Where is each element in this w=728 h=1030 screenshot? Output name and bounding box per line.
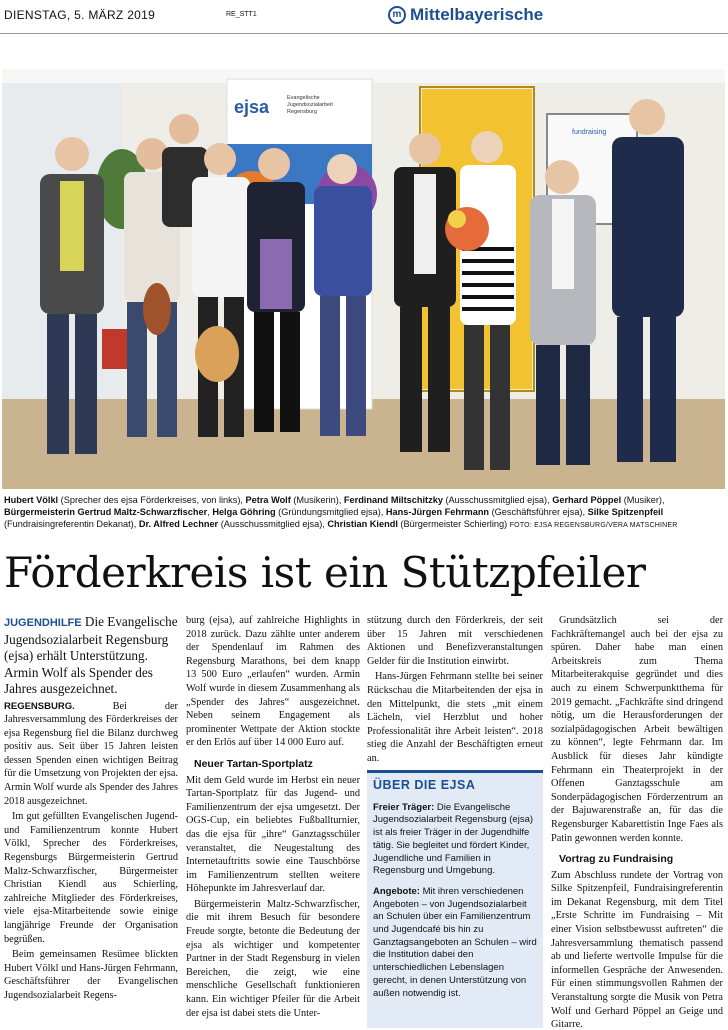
group-photo (2, 69, 725, 489)
article-column-3 (367, 614, 543, 768)
article-column-2 (186, 614, 360, 1022)
paragraph: Hans-Jürgen Fehrmann stellte bei seiner Rückschau die Mitarbeitenden der ejsa in den Mittelpunkt, die stets „mit einem Lächeln, viel Herzblut und hoher Professionalität ihre Arbeit leisten“. 2018 stieg die Anzahl der Beschäftigten erneut an. (367, 671, 543, 764)
caption-name: Hans-Jürgen Fehrmann (385, 507, 490, 517)
caption-name: Ferdinand Miltschitzky (343, 495, 443, 505)
info-box-paragraph (373, 886, 537, 1000)
banner-line3: Regensburg (287, 109, 317, 115)
dateline: REGENSBURG. (4, 700, 75, 712)
caption-name: Bürgermeisterin Gertrud Maltz-Schwarzfischer (4, 507, 208, 517)
caption-role: , (207, 507, 213, 517)
paragraph-text: Bei der Jahresversammlung des Förderkreises der ejsa Regensburg fiel die Bilanz durchweg positiv aus. Seit über 15 Jahren leisten dessen Spenden einen wichtigen Beitrag für die Umsetzung von Projekten der ejsa. Armin Wolf wurde als Spender des Jahres 2018 ausgezeichnet. (4, 700, 178, 807)
paragraph: Grundsätzlich sei der Fachkräftemangel auch bei der ejsa zu spüren. Daher habe man einen Arbeitskreis zum Thema Mitarbeiterakquise gegründet und dies auch zu einem Schwerpunktthema für 2019 gemacht. „Fachkräfte sind dringend nötig, um die Herausforderungen der sozialpädagogischen Arbeit bewältigen zu können“, legte Fehrmann dar. Im Ausblick für dieses Jahr kündigte Fehrmann ein Theaterprojekt in der Offenen Ganztagsschule am Sonderpädagogischen Förderzentrum an der Bajuwarenstraße an, für das die Regensburger Kabarettistin Inge Faes als Patin gewonnen werden konnte. (551, 615, 723, 844)
article-column-4 (551, 614, 723, 1030)
caption-role: (Fundraisingreferentin Dekanat), (4, 519, 139, 529)
info-box-title: ÜBER DIE EJSA (373, 778, 476, 792)
info-box (367, 770, 543, 1028)
info-box-label: Freier Träger: (373, 801, 435, 813)
paragraph (4, 700, 178, 809)
caption-role: (Geschäftsführer ejsa), (489, 507, 588, 517)
paragraph: Mit dem Geld wurde im Herbst ein neuer Tartan-Sportplatz für das Jugend- und Familienzentrum der ejsa umgesetzt. Der OGS-Cup, ein beliebtes Fußballturnier, das die ejsa für „ihre“ Ganztagsschüler veranstaltet, die Neugestaltung des Internetauftritts sowie eine Tauschbörse im Familienzentrum stellten weitere Höhepunkte im Jahresverlauf dar. (186, 774, 360, 895)
photo-credit: FOTO: EJSA REGENSBURG/VERA MATSCHINER (509, 522, 678, 529)
logo-wordmark: Mittelbayerische (410, 5, 544, 24)
caption-name: Dr. Alfred Lechner (138, 519, 219, 529)
caption-role: (Gründungsmitglied ejsa), (275, 507, 386, 517)
paragraph: Zum Abschluss rundete der Vortrag von Silke Spitzenpfeil, Fundraisingreferentin im Dekanat Regensburg, mit dem Titel „Erste Schritte im Fundraising – Mit einer Vision selbstbewusst auftreten“ die Jahresversammlung thematisch passend ab und lieferte wertvolle Impulse für die informellen Gespräche der Anwesenden. Für einen stimmungsvollen Rahmen der Veranstaltung sorgte die Musik von Petra Wolf und Gerhard Pöppel an Geige und Gitarre. (551, 869, 723, 1030)
caption-name: Silke Spitzenpfeil (587, 507, 664, 517)
article-column-1 (4, 614, 178, 1005)
caption-name: Christian Kiendl (327, 519, 398, 529)
paragraph: Beim gemeinsamen Resümee blickten Hubert Völkl und Hans-Jürgen Fehrmann, Geschäftsführer der Evangelischen Jugendsozialarbeit Regens- (4, 949, 178, 1001)
paragraph: burg (ejsa), auf zahlreiche Highlights in 2018 zurück. Dazu zählte unter anderem der Spendenlauf im Rahmen des Regensburg Marathons, bei dem knapp 13 500 Euro „erlaufen“ wurden. Armin Wolf wurde in diesem Zusammenhang als „Spender des Jahres“ ausgezeichnet. Neben seinem Engagement als prominenter Wettpate der Aktion stockte er den Erlös auf über 14 000 Euro auf. (186, 615, 360, 749)
lead-text: Die Evangelische Jugendsozialarbeit Regensburg (ejsa) erhält Unterstützung. Armin Wolf als Spender des Jahres ausgezeichnet. (4, 614, 178, 696)
paragraph: Bürgermeisterin Maltz-Schwarzfischer, die mit ihrem Besuch für besondere Freude sorgte, betonte die Bedeutung der ejsa als wichtiger und kompetenter Partner in der Stadt Regensburg in vielen Bereichen, die zeigt, wie eine menschliche Gesellschaft funktionieren kann. Ein wichtiger Pfeiler für die Arbeit der ejsa ist dabei stets die Unter- (186, 898, 360, 1019)
photo-caption (4, 494, 726, 532)
issue-date: DIENSTAG, 5. MÄRZ 2019 (4, 8, 156, 22)
article-headline: Förderkreis ist ein Stützpfeiler (4, 548, 646, 597)
caption-role: (Musikerin), (290, 495, 344, 505)
info-box-text: Die Evangelische Jugendsozialarbeit Regensburg (ejsa) ist als freier Träger in der Jugendhilfe tätig. Sie begleitet und fördert Kinder, Jugendliche und Familien in Regensburg und Umgebung. (373, 801, 534, 877)
page-code: RE_STT1 (226, 11, 257, 18)
subheading: Neuer Tartan-Sportplatz (194, 757, 313, 770)
caption-role: (Sprecher des ejsa Förderkreises, von links), (58, 495, 246, 505)
group-photo-illustration (2, 69, 725, 489)
caption-role: (Ausschussmitglied ejsa), (218, 519, 328, 529)
info-box-label: Angebote: (373, 885, 420, 897)
logo-mark-icon: m (388, 6, 406, 24)
caption-role: (Bürgermeister Schierling) (397, 519, 510, 529)
paragraph: Im gut gefüllten Evangelischen Jugend- und Familienzentrum konnte Hubert Völkl, Sprecher des Förderkreises, Regensburgs Bürgermeisterin Gertrud Maltz-Schwarzfischer, Bürgermeister Christian Kiendl aus Schierling, zahlreiche Mitglieder des Förderkreises, viele ejsa-Mitarbeitende sowie einige langjährige Freunde der Organisation begrüßen. (4, 811, 178, 945)
banner-line1: Evangelische (287, 95, 320, 101)
page-header (0, 0, 728, 34)
paragraph: stützung durch den Förderkreis, der seit über 15 Jahren mit verschiedenen Aktionen und Benefizveranstaltungen Gelder für die Institution einwirbt. (367, 615, 543, 667)
article-lead (4, 614, 178, 698)
caption-role: (Ausschussmitglied ejsa), (442, 495, 553, 505)
info-box-text: Mit ihren verschiedenen Angeboten – von Jugendsozialarbeit an Schulen über ein Familienzentrum und Jugendcafé bis hin zu Ganztagsangeboten an Schulen – wird die Institution dabei den unterschiedlichen Lebenslagen gerecht, in denen Unterstützung von außen notwendig ist. (373, 885, 537, 999)
board-text: fundraising (572, 129, 607, 136)
banner-logo: ejsa (234, 97, 270, 117)
caption-role: (Musiker), (621, 495, 665, 505)
caption-name: Gerhard Pöppel (552, 495, 622, 505)
banner-line2: Jugendsozialarbeit (287, 102, 333, 108)
subheading: Vortrag zu Fundraising (559, 853, 674, 866)
caption-name: Petra Wolf (245, 495, 291, 505)
newspaper-logo (388, 5, 543, 25)
caption-name: Hubert Völkl (4, 495, 59, 505)
caption-name: Helga Göhring (212, 507, 276, 517)
rubric: JUGENDHILFE (4, 617, 82, 629)
info-box-paragraph (373, 802, 537, 878)
